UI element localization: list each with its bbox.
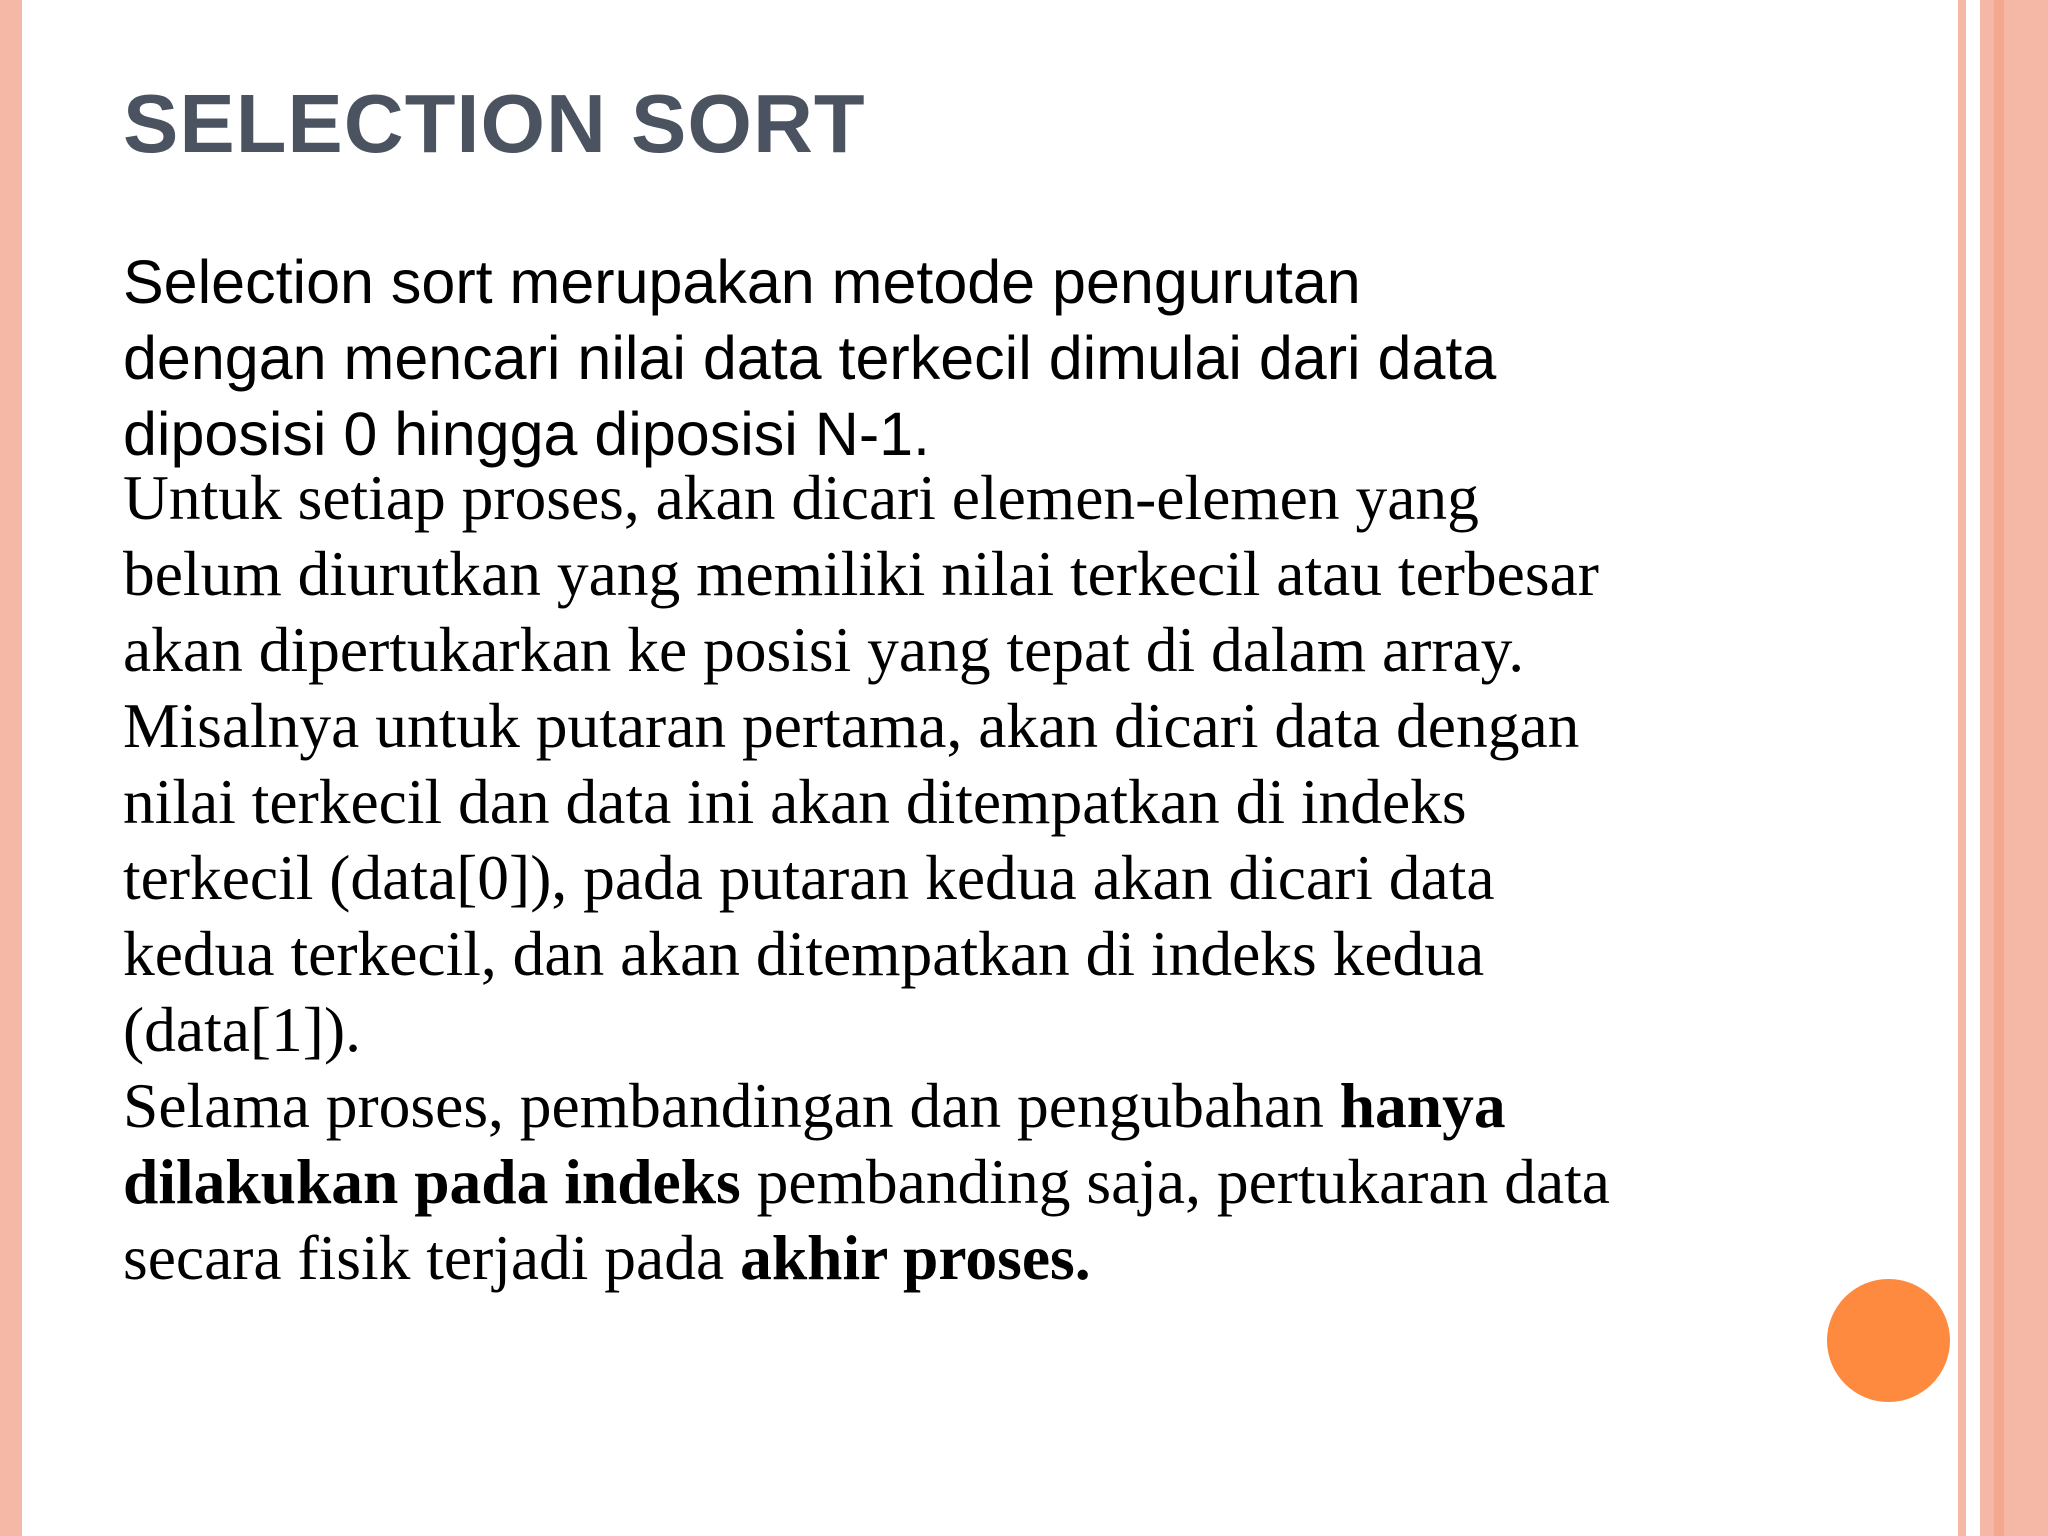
intro-paragraph xyxy=(123,244,1683,472)
final-paragraph-line xyxy=(123,1144,1763,1220)
right-border-wide-bar xyxy=(1980,0,2048,1536)
orange-circle-decoration xyxy=(1827,1279,1950,1402)
body-line: nilai terkecil dan data ini akan ditempatkan di indeks xyxy=(123,766,1467,837)
right-border-thin-bar xyxy=(1958,0,1966,1536)
body-line: akan dipertukarkan ke posisi yang tepat di dalam array. xyxy=(123,614,1525,685)
body-paragraph xyxy=(123,460,1763,1296)
body-line: terkecil (data[0]), pada putaran kedua akan dicari data xyxy=(123,842,1495,913)
final-text-bold: akhir proses. xyxy=(740,1222,1091,1293)
body-line: belum diurutkan yang memiliki nilai terkecil atau terbesar xyxy=(123,538,1599,609)
intro-line: diposisi 0 hingga diposisi N-1. xyxy=(123,400,930,468)
final-text-plain: Selama proses, pembandingan dan pengubahan xyxy=(123,1070,1340,1141)
slide-title: SELECTION SORT xyxy=(123,77,866,170)
final-paragraph-line xyxy=(123,1220,1763,1296)
body-line: kedua terkecil, dan akan ditempatkan di indeks kedua xyxy=(123,918,1485,989)
body-line: Untuk setiap proses, akan dicari elemen-elemen yang xyxy=(123,462,1479,533)
intro-line: Selection sort merupakan metode pengurutan xyxy=(123,248,1361,316)
body-line: (data[1]). xyxy=(123,994,361,1065)
final-text-bold: dilakukan pada indeks xyxy=(123,1146,741,1217)
final-text-plain: secara fisik terjadi pada xyxy=(123,1222,741,1293)
body-line: Misalnya untuk putaran pertama, akan dicari data dengan xyxy=(123,690,1580,761)
final-paragraph-line xyxy=(123,1068,1763,1144)
right-border-inner-stripe xyxy=(1994,0,2004,1536)
final-text-bold: hanya xyxy=(1339,1070,1506,1141)
intro-line: dengan mencari nilai data terkecil dimulai dari data xyxy=(123,324,1497,392)
left-border-bar xyxy=(0,0,22,1536)
final-text-plain: pembanding saja, pertukaran data xyxy=(740,1146,1610,1217)
